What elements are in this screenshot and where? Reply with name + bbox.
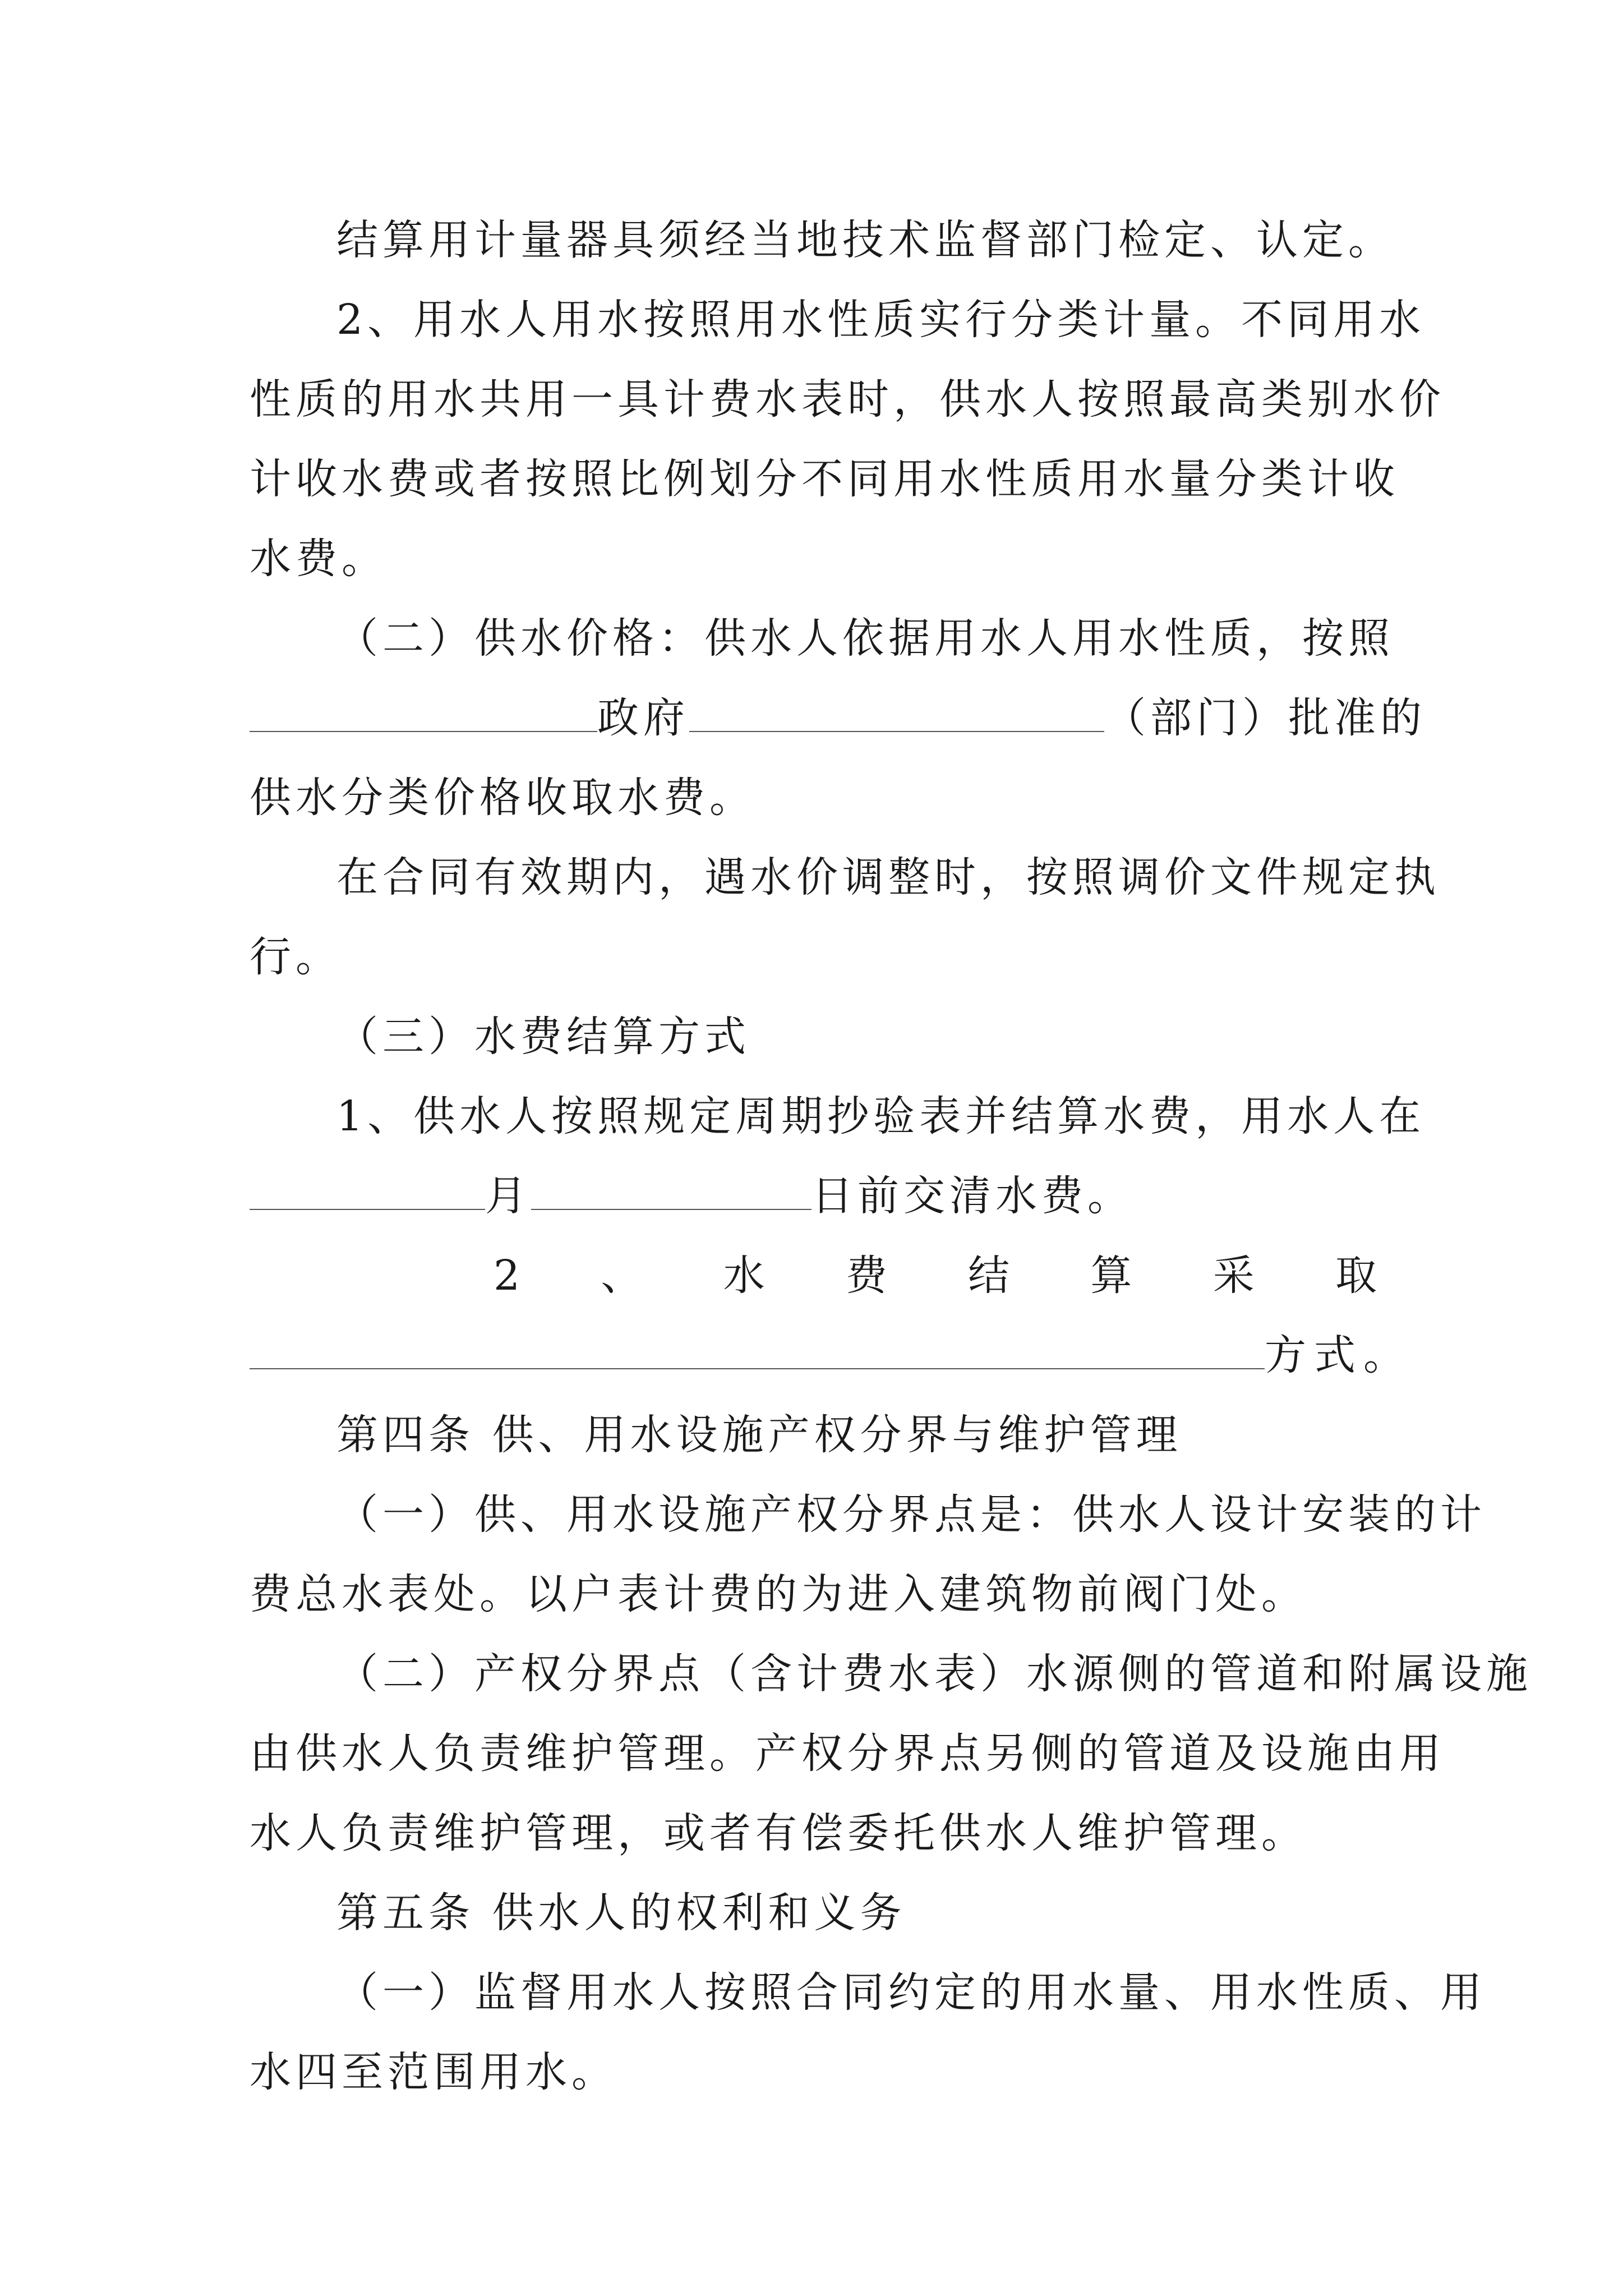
justified-char: 费 [845, 1251, 887, 1300]
fill-in-blank[interactable] [250, 1324, 1265, 1369]
text-line: 结算用计量器具须经当地技术监督部门检定、认定。 [336, 216, 1394, 264]
text-line: （二）供水价格：供水人依据用水人用水性质，按照 [336, 614, 1394, 662]
text-line: 1、供水人按照规定周期抄验表并结算水费，用水人在 [336, 1092, 1426, 1140]
text-line: （一）监督用水人按照合同约定的用水量、用水性质、用 [336, 1968, 1486, 2017]
justified-text-line [494, 1242, 1377, 1309]
text-line: （一）供、用水设施产权分界点是：供水人设计安装的计 [336, 1490, 1486, 1539]
justified-char: 采 [1212, 1251, 1255, 1300]
text-line: 性质的用水共用一具计费水表时，供水人按照最高类别水价 [250, 375, 1445, 424]
text-line: 计收水费或者按照比例划分不同用水性质用水量分类计收 [250, 455, 1399, 503]
section-heading: 第四条 供、用水设施产权分界与维护管理 [336, 1411, 1182, 1459]
justified-char: 结 [968, 1251, 1010, 1300]
text-line: 费总水表处。以户表计费的为进入建筑物前阀门处。 [250, 1570, 1307, 1618]
justified-char: 水 [723, 1251, 765, 1300]
text-line: 水人负责维护管理，或者有偿委托供水人维护管理。 [250, 1809, 1307, 1857]
text-line-with-blanks [250, 684, 1426, 752]
text-fragment: （部门）批准的 [1104, 694, 1426, 742]
text-fragment: 日前交清水费。 [811, 1172, 1133, 1220]
justified-char: 2 [494, 1251, 520, 1300]
text-line: 由供水人负责维护管理。产权分界点另侧的管道及设施由用 [250, 1729, 1445, 1778]
text-fragment: 方式。 [1265, 1331, 1413, 1379]
fill-in-blank[interactable] [531, 1165, 811, 1210]
text-line-with-blanks [250, 1322, 1413, 1389]
text-line: 水费。 [250, 535, 388, 583]
text-line: 在合同有效期内，遇水价调整时，按照调价文件规定执 [336, 853, 1440, 901]
text-fragment: 政府 [597, 694, 689, 742]
justified-char: 、 [601, 1251, 643, 1300]
text-line: 行。 [250, 933, 342, 981]
fill-in-blank[interactable] [689, 687, 1104, 732]
text-line: （三）水费结算方式 [336, 1013, 750, 1061]
text-fragment: 月 [485, 1172, 531, 1220]
justified-char: 算 [1090, 1251, 1132, 1300]
justified-char: 取 [1335, 1251, 1377, 1300]
text-line-with-blanks [250, 1162, 1377, 1230]
fill-in-blank[interactable] [250, 1165, 485, 1210]
text-line: （二）产权分界点（含计费水表）水源侧的管道和附属设施 [336, 1650, 1532, 1698]
text-line: 供水分类价格收取水费。 [250, 774, 755, 822]
text-line: 水四至范围用水。 [250, 2048, 617, 2096]
text-line: 2、用水人用水按照用水性质实行分类计量。不同用水 [336, 296, 1426, 344]
section-heading: 第五条 供水人的权利和义务 [336, 1889, 906, 1937]
fill-in-blank[interactable] [250, 687, 597, 732]
